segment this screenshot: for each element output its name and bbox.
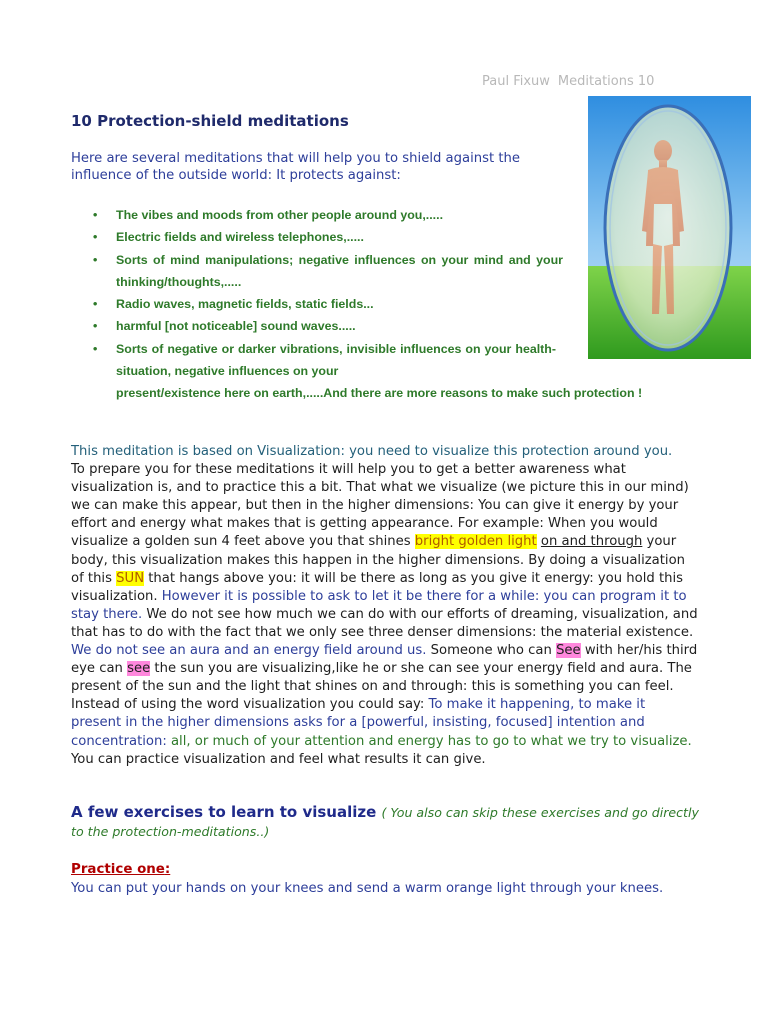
list-item-part: present/existence here on earth,.....And there are more reasons to make such protection ! [116, 386, 643, 401]
intro-paragraph: Here are several meditations that will help you to shield against the influence of the outside world: It protects against: [71, 151, 520, 183]
exercises-heading [71, 803, 711, 841]
header-author: Paul Fixuw [482, 74, 550, 89]
page-title: 10 Protection-shield meditations [71, 112, 349, 130]
list-item-part: • Sorts of negative or darker vibrations, invisible influences on your health-situation, negative influences on your [116, 341, 556, 379]
highlight-see: see [127, 661, 151, 677]
highlight-sun: SUN [116, 570, 145, 586]
visualization-paragraph [71, 443, 699, 769]
body-sentence: the sun you are visualizing,like he or she can see your energy field and aura. The present of the sun and the light that shines on and through: this is something you can feel. [71, 661, 692, 695]
list-item: • Radio waves, magnetic fields, static fields... [93, 293, 563, 315]
body-sentence-green: all, or much of your attention and energy has to go to what we try to visualize. [166, 733, 692, 749]
page-header [482, 74, 654, 89]
body-sentence-blue: To make it happening, to make it present in the higher dimensions asks for a [powerful, insisting, focused] intention and concentration: [71, 697, 646, 749]
practice-label-text: Practice one [71, 862, 165, 877]
list-item: • Sorts of mind manipulations; negative influences on your mind and your thinking/thoughts,..... [93, 249, 563, 294]
body-sentence: Someone who can [426, 643, 557, 659]
body-sentence-blue: However it is possible to ask to let it be there for a while: you can program it to stay there. [71, 588, 687, 622]
highlight-see: See [556, 643, 581, 659]
body-sentence-blue: We do not see an aura and an energy field around us. [71, 643, 427, 659]
body-sentence: You can practice visualization and feel what results it can give. [71, 751, 486, 767]
body-sentence: To prepare you for these meditations it will help you to get a better awareness what visualization is, and to practice this a bit. That what we visualize (we picture this in our mind) we can make this appear, but then in the higher dimensions: You can give it energy by your effort and energy what makes that is getting appearance. For example: When you would visualize a golden sun 4 feet above you that shines [71, 462, 689, 550]
exercises-note: ( You also can skip these exercises and go directly to the protection-meditations..) [71, 805, 699, 839]
practice-label-colon: : [164, 862, 171, 877]
practice-text: You can put your hands on your knees and send a warm orange light through your knees. [71, 881, 664, 896]
body-sentence: We do not see how much we can do with our efforts of dreaming, visualization, and that has to do with the fact that we only see three denser dimensions: the material existence. [71, 606, 698, 640]
body-sentence: your body, this visualization makes this happen in the higher dimensions. By doing a visualization of this [71, 534, 685, 586]
underlined-phrase: on and through [540, 534, 643, 550]
exercises-title: A few exercises to learn to visualize [71, 803, 377, 821]
header-series: Meditations 10 [557, 74, 655, 89]
body-sentence: Instead of using the word visualization you could say: [71, 697, 429, 713]
highlight-golden-light: bright golden light [414, 534, 537, 550]
body-sentence: with her/his third eye can [71, 643, 698, 677]
list-item: • harmful [not noticeable] sound waves..... [93, 315, 563, 337]
list-item: • The vibes and moods from other people around you,..... [93, 204, 563, 226]
body-sentence: that hangs above you: it will be there as long as you give it energy: you hold this visualization. [71, 570, 684, 604]
protection-oval-figure-icon [588, 96, 751, 359]
body-sentence: This meditation is based on Visualization: you need to visualize this protection around you. [71, 444, 673, 459]
practice-label [71, 862, 170, 877]
list-item: • Electric fields and wireless telephones,..... [93, 226, 563, 248]
